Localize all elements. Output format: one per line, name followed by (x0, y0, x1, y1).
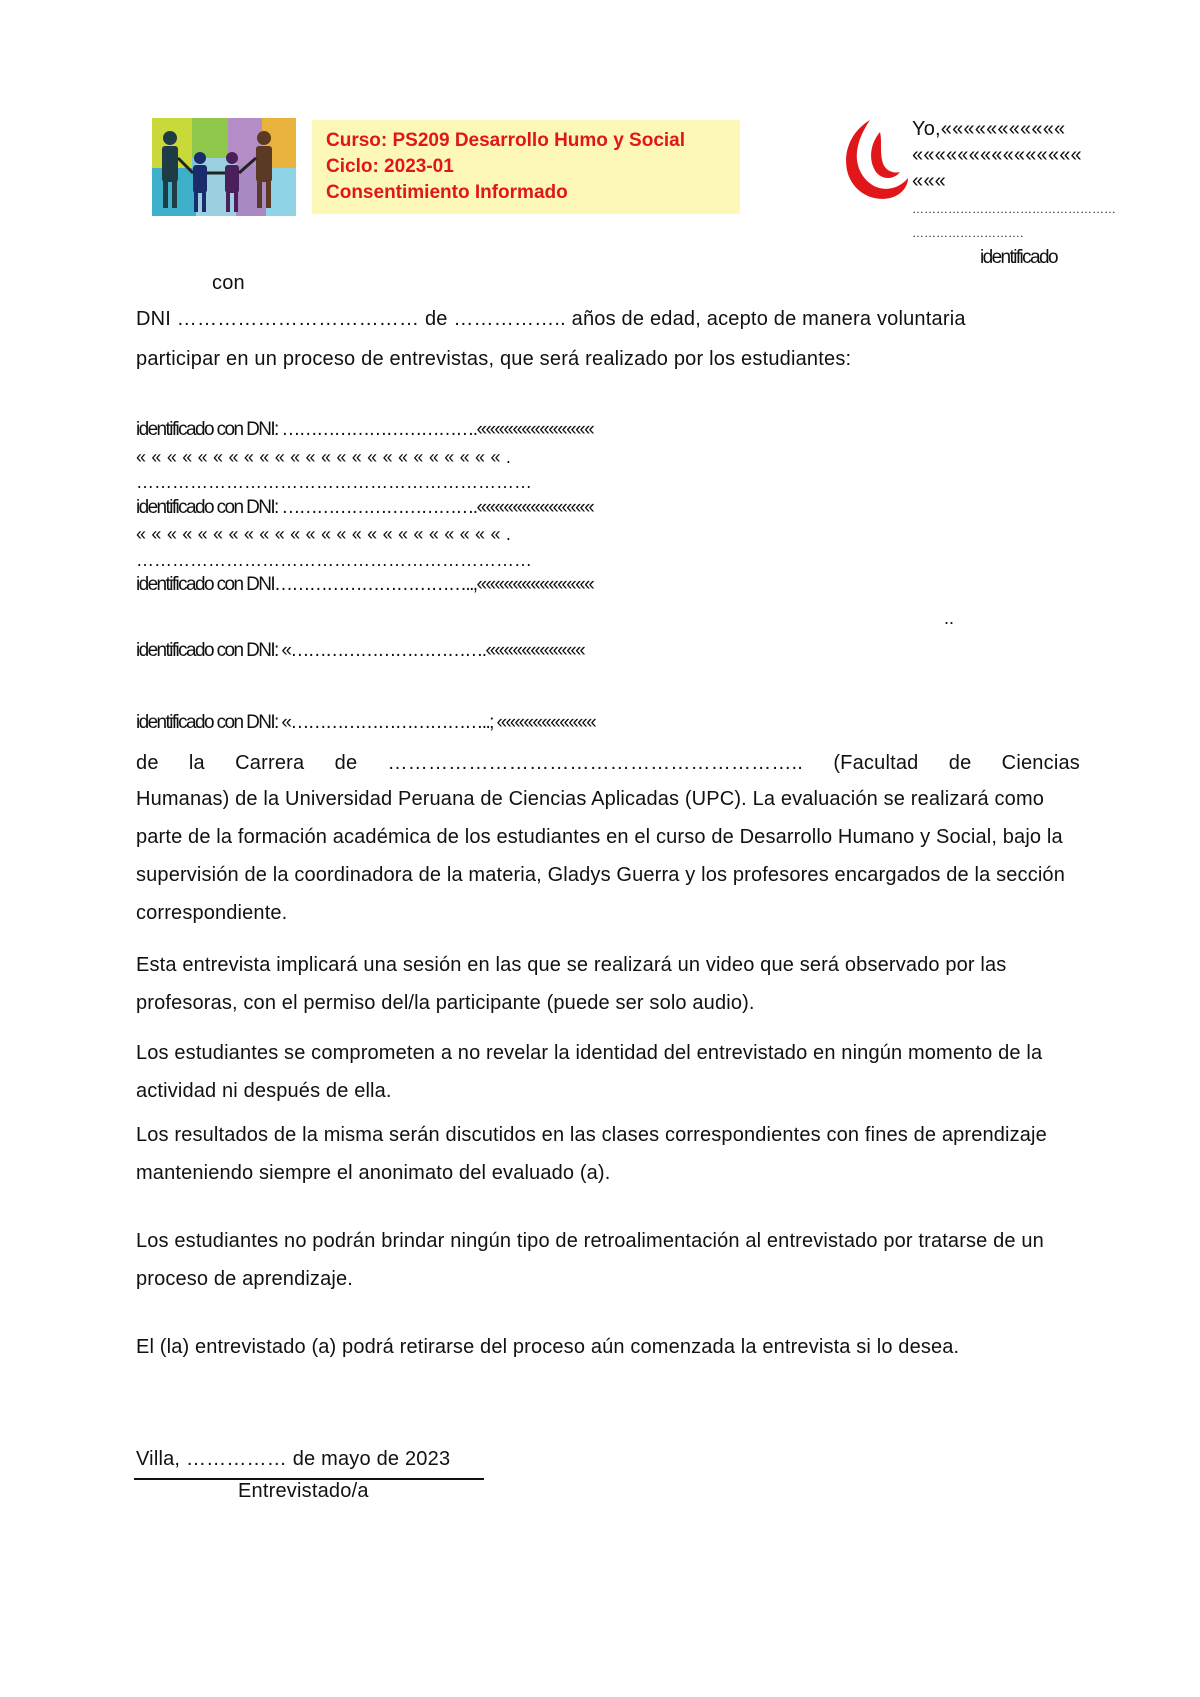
student-2-id: identificado con DNI: …………………………….««««««««««««« (136, 497, 594, 518)
cycle-label: Ciclo: 2023-01 (326, 156, 454, 177)
paragraph-results: Los resultados de la misma serán discutidos en las clases correspondientes con fines de aprendizaje manteniendo siempre el anonimato del evaluado (a). (136, 1124, 1047, 1184)
student-3-id: identificado con DNI……………………………..,««««««««««««« (136, 574, 594, 595)
document-title: Consentimiento Informado (326, 182, 568, 203)
upc-logo (840, 118, 910, 204)
participation-line: participar en un proceso de entrevistas, que será realizado por los estudiantes: (136, 348, 852, 370)
paragraph-withdraw: El (la) entrevistado (a) podrá retirarse del proceso aún comenzada la entrevista si lo desea. (136, 1336, 960, 1358)
course-title: Curso: PS209 Desarrollo Humo y Social (326, 130, 686, 151)
student-1-id: identificado con DNI: …………………………….««««««««««««« (136, 419, 594, 440)
yo-dots-1: …………………………………………… (912, 202, 1116, 216)
student-1-name: « « « « « « « « « « « « « « « « « « « « « « « « . (136, 447, 512, 467)
yo-line-3: ««« (912, 170, 946, 192)
dni-age-line: DNI ……………………………… de …………….. años de edad, acepto de manera voluntaria (136, 308, 966, 330)
course-banner (312, 120, 740, 214)
paragraph-upc: Humanas) de la Universidad Peruana de Ciencias Aplicadas (UPC). La evaluación se realizará como parte de la formación académica de los estudiantes en el curso de Desarrollo Humano y Social, bajo la supervisión de la coordinadora de la materia, Gladys Guerra y los profesores encargados de la sección correspondiente. (136, 788, 1065, 924)
yo-line-1: Yo,««««««««««« (912, 118, 1066, 140)
yo-line-2: ««««««««««««««« (912, 144, 1082, 166)
identificado-label: identificado (980, 247, 1057, 268)
student-3-dots: .. (944, 608, 955, 628)
student-1-dots: ………………………………………………………… (136, 472, 532, 492)
student-2-dots: ………………………………………………………… (136, 550, 532, 570)
puzzle-people-logo (152, 118, 296, 216)
student-5-id: identificado con DNI: «……………………………..; ««««««««««« (136, 712, 596, 733)
con-label: con (212, 272, 245, 294)
date-line: Villa, …………… de mayo de 2023 (136, 1448, 451, 1470)
student-4-id: identificado con DNI: «…………………………….««««««««««« (136, 640, 585, 661)
carrera-line: de la Carrera de …………………………………………………….. (Facultad de Ciencias (136, 752, 1080, 774)
paragraph-feedback: Los estudiantes no podrán brindar ningún tipo de retroalimentación al entrevistado por tratarse de un proceso de aprendizaje. (136, 1230, 1044, 1290)
yo-dots-2: ………………………. (912, 226, 1024, 240)
student-2-name: « « « « « « « « « « « « « « « « « « « « « « « « . (136, 524, 512, 544)
paragraph-identity: Los estudiantes se comprometen a no revelar la identidad del entrevistado en ningún momento de la actividad ni después de ella. (136, 1042, 1043, 1102)
signature-label: Entrevistado/a (238, 1480, 369, 1502)
paragraph-video: Esta entrevista implicará una sesión en las que se realizará un video que será observado por las profesoras, con el permiso del/la participante (puede ser solo audio). (136, 954, 1007, 1014)
